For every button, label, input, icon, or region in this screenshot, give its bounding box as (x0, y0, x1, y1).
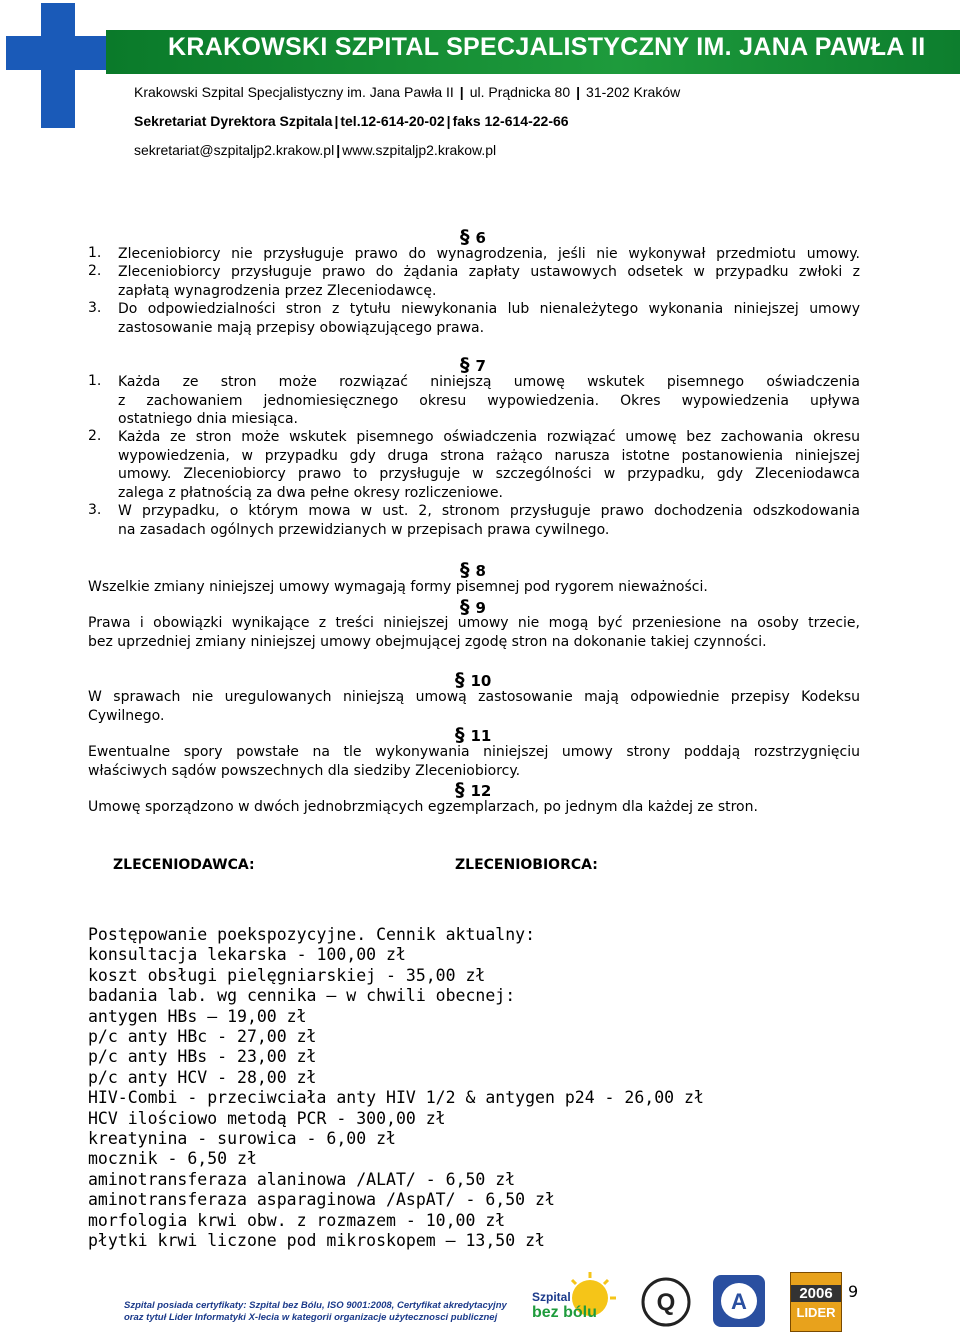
price-item: antygen HBs – 19,00 zł (88, 1006, 307, 1026)
s6-item-2-num: 2. (88, 263, 102, 279)
s6-item-3: Do odpowiedzialności stron z tytułu niewykonania lub nienależytego wykonania niniejszej umowy zastosowanie mają przepisy obowiązującego prawa. (118, 301, 860, 336)
price-item: p/c anty HBs - 23,00 zł (88, 1047, 317, 1067)
s8-text: Wszelkie zmiany niniejszej umowy wymagają formy pisemnej pod rygorem nieważności. (88, 579, 708, 595)
s6-item-1: Zleceniobiorcy nie przysługuje prawo do wynagrodzenia, jeśli nie wykonywał przedmiotu umowy. (118, 246, 860, 262)
hospital-cross-logo-bar (6, 36, 106, 70)
header-address: Krakowski Szpital Specjalistyczny im. Jana Pawła II | ul. Prądnicka 80 | 31-202 Kraków (134, 84, 681, 100)
price-list (88, 925, 704, 1252)
section-12-heading: § 12 (455, 779, 492, 801)
hospital-name-title: KRAKOWSKI SZPITAL SPECJALISTYCZNY IM. JANA PAWŁA II (168, 33, 926, 61)
price-item: aminotransferaza alaninowa /ALAT/ - 6,50 zł (88, 1169, 516, 1189)
price-item: konsultacja lekarska - 100,00 zł (88, 945, 406, 965)
phone-number: tel.12-614-20-02 (340, 113, 445, 129)
lider-informatyki-logo: 2006 LIDER (790, 1272, 842, 1332)
szpital-bez-bolu-logo: Szpital bez bólu (528, 1270, 620, 1328)
section-11-heading: § 11 (455, 724, 492, 746)
price-item: kreatynina - surowica - 6,00 zł (88, 1129, 396, 1149)
section-9-heading: § 9 (460, 596, 486, 618)
s6-item-1-num: 1. (88, 245, 102, 261)
price-item: płytki krwi liczone pod mikroskopem – 13,50 zł (88, 1231, 545, 1251)
fax-number: faks 12-614-22-66 (452, 113, 569, 129)
s9-text: Prawa i obowiązki wynikające z treści niniejszej umowy nie mogą być przeniesione na osoby trzecie, bez uprzedniej zmiany niniejszej umowy obejmującej zgodę stron na dokonanie takiej czynności. (88, 615, 860, 650)
s7-item-3: W przypadku, o którym mowa w ust. 2, stronom przysługuje prawo dochodzenia odszkodowania na zasadach ogólnych przewidzianych w przepisach prawa cywilnego. (118, 503, 860, 538)
section-8-heading: § 8 (460, 559, 486, 581)
header-contact: Sekretariat Dyrektora Szpitala | tel.12-614-20-02 | faks 12-614-22-66 (134, 113, 569, 129)
address-name: Krakowski Szpital Specjalistyczny im. Jana Pawła II (134, 84, 454, 100)
website-link[interactable]: www.szpitaljp2.krakow.pl (342, 142, 497, 158)
s7-item-1-num: 1. (88, 373, 102, 389)
accreditation-logo (712, 1274, 766, 1332)
signature-client-label: ZLECENIODAWCA: (113, 857, 255, 873)
signature-contractor-label: ZLECENIOBIORCA: (455, 857, 598, 873)
price-item: HIV-Combi - przeciwciała anty HIV 1/2 & antygen p24 - 26,00 zł (88, 1088, 704, 1108)
s12-text: Umowę sporządzono w dwóch jednobrzmiących egzemplarzach, po jednym dla każdej ze stron. (88, 799, 758, 815)
quality-certificate-logo (640, 1276, 692, 1332)
header-web: sekretariat@szpitaljp2.krakow.pl | www.szpitaljp2.krakow.pl (134, 142, 497, 158)
email-link[interactable]: sekretariat@szpitaljp2.krakow.pl (134, 142, 335, 158)
price-item: p/c anty HCV - 28,00 zł (88, 1067, 317, 1087)
price-list-title: Postępowanie poekspozycyjne. Cennik aktualny: (88, 925, 536, 944)
s7-item-2-num: 2. (88, 428, 102, 444)
footer-certificates: Szpital posiada certyfikaty: Szpital bez Bólu, ISO 9001:2008, Certyfikat akredytacyjny oraz tytuł Lider Informatyki X-lecia w kategorii organizacje użytecznosci publicznej (124, 1300, 507, 1323)
svg-text:Q: Q (656, 1289, 676, 1316)
price-item: badania lab. wg cennika – w chwili obecnej: (88, 986, 516, 1006)
section-6-heading: § 6 (460, 226, 486, 248)
svg-text:A: A (731, 1289, 747, 1314)
s6-item-2: Zleceniobiorcy przysługuje prawo do żądania zapłaty ustawowych odsetek w przypadku zwłoki z zapłatą wynagrodzenia przez Zleceniodawcę. (118, 264, 860, 299)
s6-item-3-num: 3. (88, 300, 102, 316)
section-symbol: § (460, 226, 470, 248)
address-city: 31-202 Kraków (586, 84, 681, 100)
s7-item-1: Każda ze stron może rozwiązać niniejszą umowę wskutek pisemnego oświadczenia z zachowaniem jednomiesięcznego okresu wypowiedzenia. Okres wypowiedzenia upływa ostatniego dnia miesiąca. (118, 374, 860, 427)
secretariat-label: Sekretariat Dyrektora Szpitala (134, 113, 333, 129)
price-item: p/c anty HBc - 27,00 zł (88, 1027, 317, 1047)
s11-text: Ewentualne spory powstałe na tle wykonywania niniejszej umowy strony poddają rozstrzygnięciu właściwych sądów powszechnych dla siedziby Zleceniobiorcy. (88, 744, 860, 779)
page-number: 9 (848, 1282, 859, 1301)
address-street: ul. Prądnicka 80 (469, 84, 571, 100)
s7-item-2: Każda ze stron może wskutek pisemnego oświadczenia rozwiązać umowę bez zachowania okresu wypowiedzenia, w przypadku gdy druga strona rażąco narusza istotne postanowienia niniejszej umowy. Zleceniobiorcy prawo to przysługuje w szczególności w przypadku, gdy Zleceniodawca zalega z płatnością za dwa pełne okresy rozliczeniowe. (118, 429, 860, 501)
price-item: koszt obsługi pielęgniarskiej - 35,00 zł (88, 965, 486, 985)
s7-item-3-num: 3. (88, 502, 102, 518)
price-item: mocznik - 6,50 zł (88, 1149, 257, 1169)
section-10-heading: § 10 (455, 669, 492, 691)
price-item: HCV ilościowo metodą PCR - 300,00 zł (88, 1108, 446, 1128)
price-item: morfologia krwi obw. z rozmazem - 10,00 zł (88, 1210, 506, 1230)
price-item: aminotransferaza asparaginowa /AspAT/ - 6,50 zł (88, 1190, 555, 1210)
s10-text: W sprawach nie uregulowanych niniejszą umową zastosowanie mają odpowiednie przepisy Kodeksu Cywilnego. (88, 689, 860, 724)
section-7-heading: § 7 (460, 354, 486, 376)
